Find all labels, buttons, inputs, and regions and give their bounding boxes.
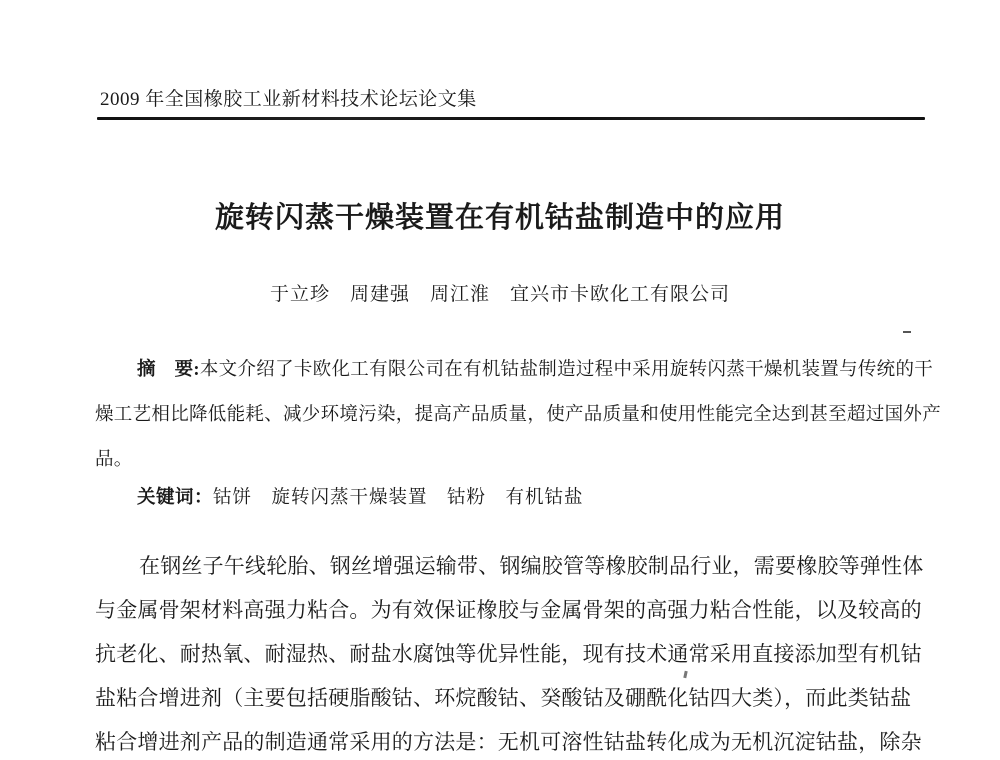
body-line: 抗老化、耐热氧、耐湿热、耐盐水腐蚀等优异性能，现有技术通常采用直接添加型有机钴	[95, 642, 922, 666]
body-line: 盐粘合增进剂（主要包括硬脂酸钴、环烷酸钴、癸酸钴及硼酰化钴四大类），而此类钴盐	[95, 686, 912, 710]
authors-affiliation-line: 于立珍 周建强 周江淮 宜兴市卡欧化工有限公司	[269, 284, 730, 305]
body-line: 与金属骨架材料高强力粘合。为有效保证橡胶与金属骨架的高强力粘合性能，以及较高的	[95, 598, 922, 622]
body-paragraph	[95, 544, 925, 760]
scan-artifact-dash	[903, 331, 911, 333]
header-rule	[97, 117, 925, 120]
abstract-text: 本文介绍了卡欧化工有限公司在有机钴盐制造过程中采用旋转闪蒸干燥机装置与传统的干	[199, 360, 934, 380]
keywords-line	[95, 481, 925, 515]
paper-title: 旋转闪蒸干燥装置在有机钴盐制造中的应用	[214, 202, 785, 234]
abstract-line: 品。	[95, 450, 133, 470]
body-line: 在钢丝子午线轮胎、钢丝增强运输带、钢编胶管等橡胶制品行业，需要橡胶等弹性体	[139, 554, 924, 578]
keywords-text: 钴饼 旋转闪蒸干燥装置 钴粉 有机钴盐	[213, 488, 584, 508]
body-line: 粘合增进剂产品的制造通常采用的方法是：无机可溶性钴盐转化成为无机沉淀钴盐，除杂	[95, 730, 922, 754]
abstract-line: 燥工艺相比降低能耗、减少环境污染，提高产品质量，使产品质量和使用性能完全达到甚至超过国外产	[95, 405, 942, 425]
abstract-line	[95, 348, 934, 393]
abstract-label: 摘 要:	[137, 360, 200, 380]
keywords-label: 关键词：	[137, 488, 214, 508]
proceedings-running-header: 2009 年全国橡胶工业新材料技术论坛论文集	[100, 89, 477, 110]
abstract-paragraph	[95, 348, 942, 483]
